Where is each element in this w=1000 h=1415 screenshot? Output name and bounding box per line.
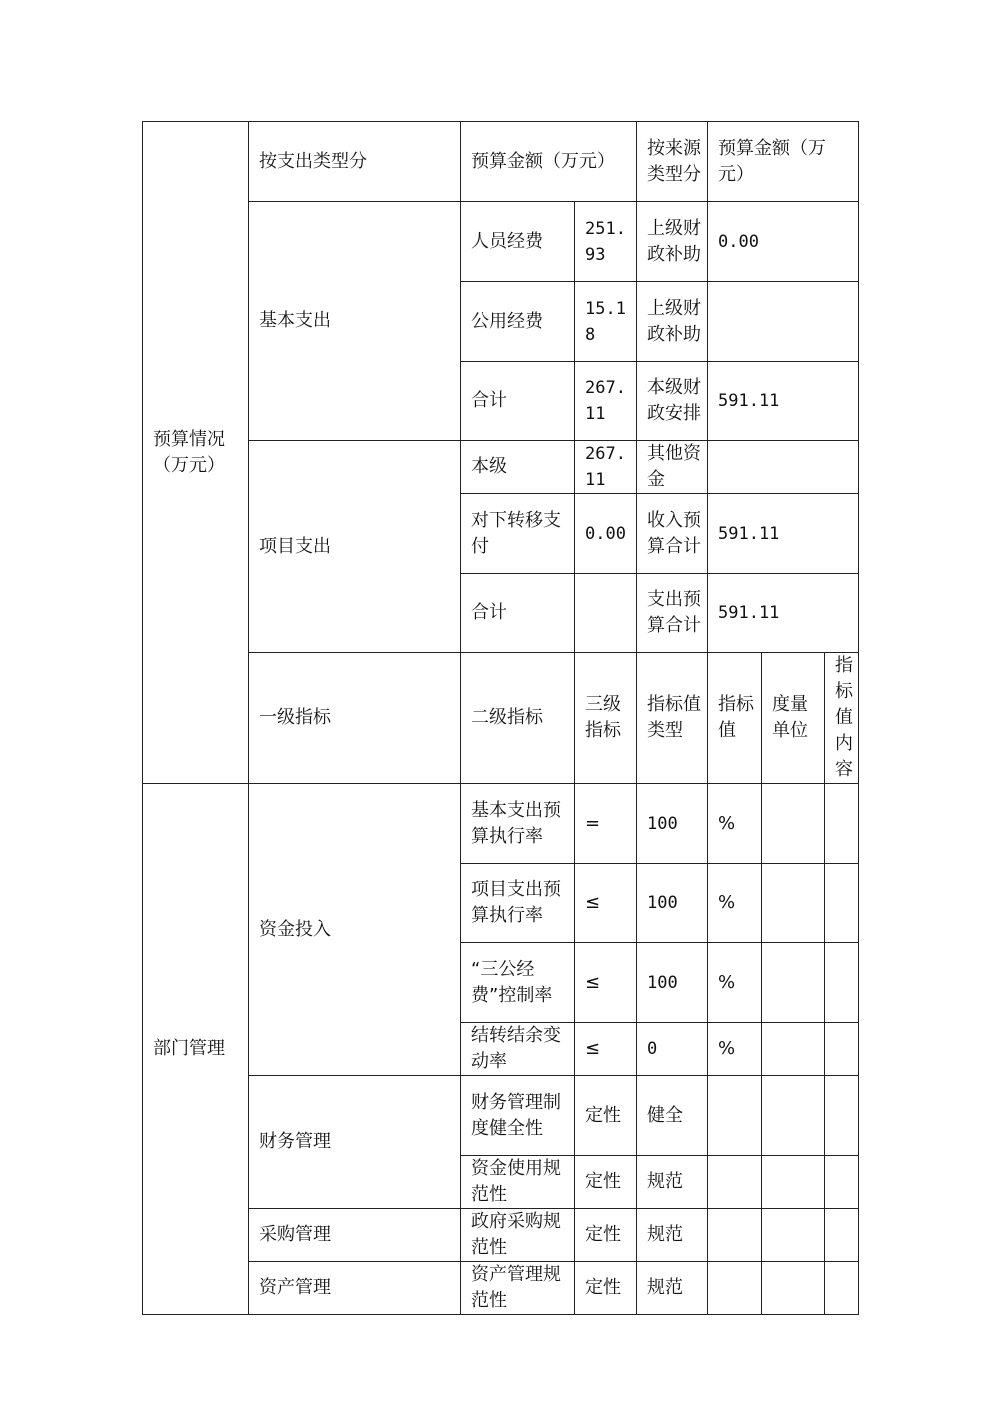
- expense-amount: 267.11: [575, 362, 637, 441]
- header-value-type: 指标值类型: [637, 653, 708, 784]
- unit: %: [708, 784, 762, 864]
- source-amount: [708, 441, 859, 494]
- remark: [825, 1262, 859, 1315]
- indicator-content: [762, 943, 825, 1023]
- value-type: 定性: [575, 1156, 637, 1209]
- unit: %: [708, 943, 762, 1023]
- remark: [825, 943, 859, 1023]
- header-level3: 三级指标: [575, 653, 637, 784]
- remark: [825, 784, 859, 864]
- level1-dept-management: 部门管理: [143, 784, 249, 1315]
- expense-item: 本级: [461, 441, 575, 494]
- project-expense-label: 项目支出: [249, 441, 461, 653]
- expense-amount: 251.93: [575, 202, 637, 282]
- expense-amount: 267.11: [575, 441, 637, 494]
- header-budget-amount: 预算金额（万元）: [461, 122, 637, 202]
- unit: [708, 1076, 762, 1156]
- header-content: 指标值内容: [825, 653, 859, 784]
- unit: %: [708, 1023, 762, 1076]
- level3-indicator: “三公经费”控制率: [461, 943, 575, 1023]
- expense-amount: 0.00: [575, 494, 637, 574]
- header-level2: 二级指标: [461, 653, 575, 784]
- indicator-value: 100: [637, 943, 708, 1023]
- remark: [825, 1023, 859, 1076]
- remark: [825, 864, 859, 943]
- remark: [825, 1209, 859, 1262]
- value-type: ≤: [575, 864, 637, 943]
- indicator-content: [762, 1262, 825, 1315]
- source-type: 其他资金: [637, 441, 708, 494]
- expense-amount: 15.18: [575, 282, 637, 362]
- value-type: ≤: [575, 943, 637, 1023]
- value-type: 定性: [575, 1209, 637, 1262]
- level3-indicator: 政府采购规范性: [461, 1209, 575, 1262]
- header-unit: 度量单位: [762, 653, 825, 784]
- budget-section-label: 预算情况（万元）: [143, 122, 249, 784]
- level2-group: 资金投入: [249, 784, 461, 1076]
- source-type: 上级财政补助: [637, 282, 708, 362]
- indicator-content: [762, 864, 825, 943]
- budget-indicator-table: [142, 121, 859, 1315]
- source-amount: 0.00: [708, 202, 859, 282]
- header-by-source: 按来源类型分: [637, 122, 708, 202]
- indicator-value: 100: [637, 784, 708, 864]
- indicator-value: 100: [637, 864, 708, 943]
- indicator-value: 健全: [637, 1076, 708, 1156]
- source-amount: [708, 282, 859, 362]
- basic-expense-label: 基本支出: [249, 202, 461, 441]
- header-source-amount: 预算金额（万元）: [708, 122, 859, 202]
- header-value: 指标值: [708, 653, 762, 784]
- source-amount: 591.11: [708, 494, 859, 574]
- unit: [708, 1209, 762, 1262]
- indicator-value: 规范: [637, 1156, 708, 1209]
- expense-item: 人员经费: [461, 202, 575, 282]
- value-type: =: [575, 784, 637, 864]
- remark: [825, 1156, 859, 1209]
- level3-indicator: 资产管理规范性: [461, 1262, 575, 1315]
- expense-item: 公用经费: [461, 282, 575, 362]
- indicator-content: [762, 1156, 825, 1209]
- indicator-value: 0: [637, 1023, 708, 1076]
- unit: [708, 1262, 762, 1315]
- level3-indicator: 资金使用规范性: [461, 1156, 575, 1209]
- level3-indicator: 结转结余变动率: [461, 1023, 575, 1076]
- indicator-content: [762, 784, 825, 864]
- level2-group: 资产管理: [249, 1262, 461, 1315]
- unit: [708, 1156, 762, 1209]
- level3-indicator: 项目支出预算执行率: [461, 864, 575, 943]
- level3-indicator: 财务管理制度健全性: [461, 1076, 575, 1156]
- remark: [825, 1076, 859, 1156]
- indicator-value: 规范: [637, 1209, 708, 1262]
- source-type: 本级财政安排: [637, 362, 708, 441]
- value-type: 定性: [575, 1262, 637, 1315]
- expense-item: 合计: [461, 574, 575, 653]
- source-type: 收入预算合计: [637, 494, 708, 574]
- indicator-value: 规范: [637, 1262, 708, 1315]
- indicator-content: [762, 1023, 825, 1076]
- value-type: 定性: [575, 1076, 637, 1156]
- unit: %: [708, 864, 762, 943]
- value-type: ≤: [575, 1023, 637, 1076]
- source-amount: 591.11: [708, 574, 859, 653]
- indicator-content: [762, 1209, 825, 1262]
- level2-group: 财务管理: [249, 1076, 461, 1209]
- indicator-content: [762, 1076, 825, 1156]
- level2-group: 采购管理: [249, 1209, 461, 1262]
- source-type: 上级财政补助: [637, 202, 708, 282]
- level3-indicator: 基本支出预算执行率: [461, 784, 575, 864]
- source-amount: 591.11: [708, 362, 859, 441]
- expense-item: 合计: [461, 362, 575, 441]
- expense-amount: [575, 574, 637, 653]
- header-by-expense: 按支出类型分: [249, 122, 461, 202]
- expense-item: 对下转移支付: [461, 494, 575, 574]
- header-level1: 一级指标: [249, 653, 461, 784]
- source-type: 支出预算合计: [637, 574, 708, 653]
